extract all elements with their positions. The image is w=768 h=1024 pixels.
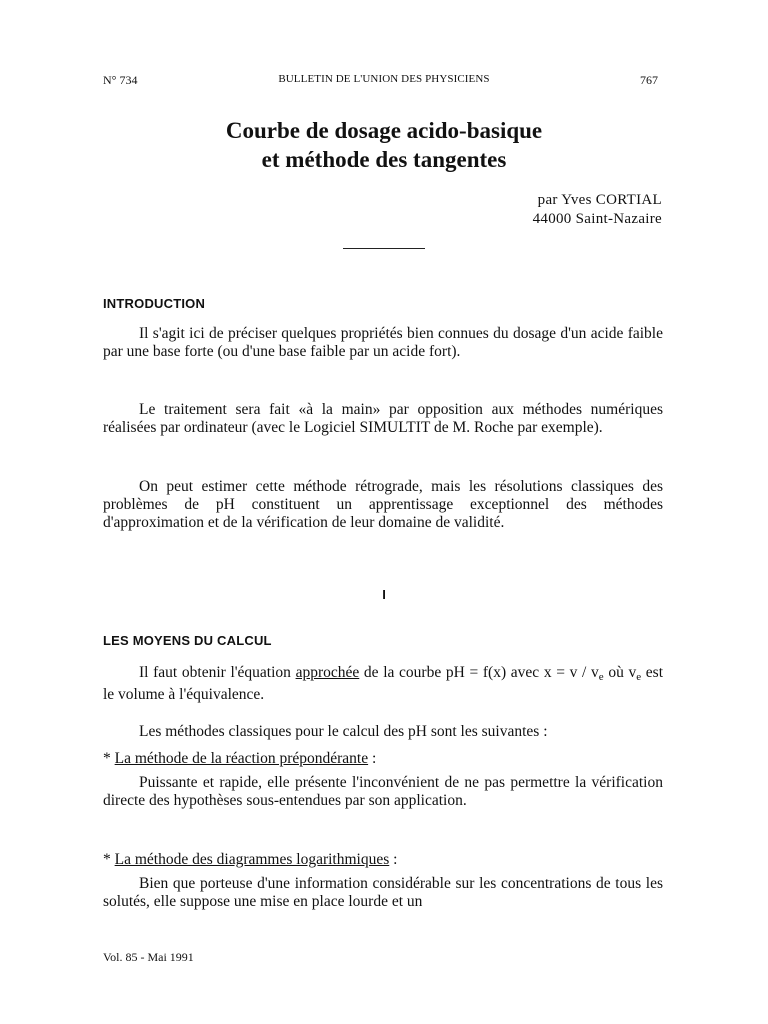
moyens-paragraph-1 — [103, 664, 663, 704]
moyens-p1-text-d: est le volume à l'équivalence. — [103, 664, 664, 703]
intro-paragraph-3: On peut estimer cette méthode rétrograde, mais les résolutions classiques des problèmes de pH constituent un apprentissage exceptionnel des méthodes d'approximation et de la vérification de leur domaine de validité. — [103, 478, 663, 531]
article-title-line1: Courbe de dosage acido-basique — [225, 118, 543, 143]
moyens-paragraph-2: Les méthodes classiques pour le calcul des pH sont les suivantes : — [139, 723, 548, 740]
method-colon: : — [389, 851, 398, 868]
part-numeral: I — [382, 587, 386, 602]
method-colon: : — [368, 750, 377, 767]
section-heading-introduction: INTRODUCTION — [103, 296, 206, 311]
moyens-p1-text-b: de la courbe pH = f(x) avec x = v / v — [359, 664, 599, 681]
method-item-2-body: Bien que porteuse d'une information considérable sur les concentrations de tous les solutés, elle suppose une mise en place lourde et un — [103, 875, 663, 910]
author-location: 44000 Saint-Nazaire — [532, 211, 662, 227]
intro-paragraph-1: Il s'agit ici de préciser quelques propriétés bien connues du dosage d'un acide faible par une base forte (ou d'une base faible par un acide fort). — [103, 325, 663, 360]
page-footer: Vol. 85 - Mai 1991 — [103, 950, 194, 964]
section-heading-moyens: LES MOYENS DU CALCUL — [103, 633, 272, 648]
method-item-1-heading — [103, 750, 663, 768]
moyens-p1-text-a: Il faut obtenir l'équation — [139, 664, 296, 681]
bullet-star: * — [103, 750, 115, 767]
moyens-p1-text-c: où v — [603, 664, 637, 681]
bullet-star: * — [103, 851, 115, 868]
subscript-e: e — [598, 671, 604, 683]
method-item-1-body: Puissante et rapide, elle présente l'inconvénient de ne pas permettre la vérification directe des hypothèses sous-entendues par son application. — [103, 774, 663, 809]
intro-paragraph-2: Le traitement sera fait «à la main» par opposition aux méthodes numériques réalisées par ordinateur (avec le Logiciel SIMULTIT de M. Roche par exemple). — [103, 401, 663, 436]
page-number: 767 — [640, 73, 658, 87]
method-name: La méthode des diagrammes logarithmiques — [114, 851, 390, 868]
subscript-e: e — [636, 671, 642, 683]
author-name: par Yves CORTIAL — [537, 192, 662, 208]
underlined-term: approchée — [295, 664, 360, 681]
article-title-line2: et méthode des tangentes — [261, 147, 507, 172]
journal-title: BULLETIN DE L'UNION DES PHYSICIENS — [278, 73, 490, 85]
title-divider — [343, 248, 425, 249]
method-item-2-heading — [103, 851, 663, 869]
method-name: La méthode de la réaction prépondérante — [114, 750, 369, 767]
issue-number: N° 734 — [103, 73, 138, 87]
